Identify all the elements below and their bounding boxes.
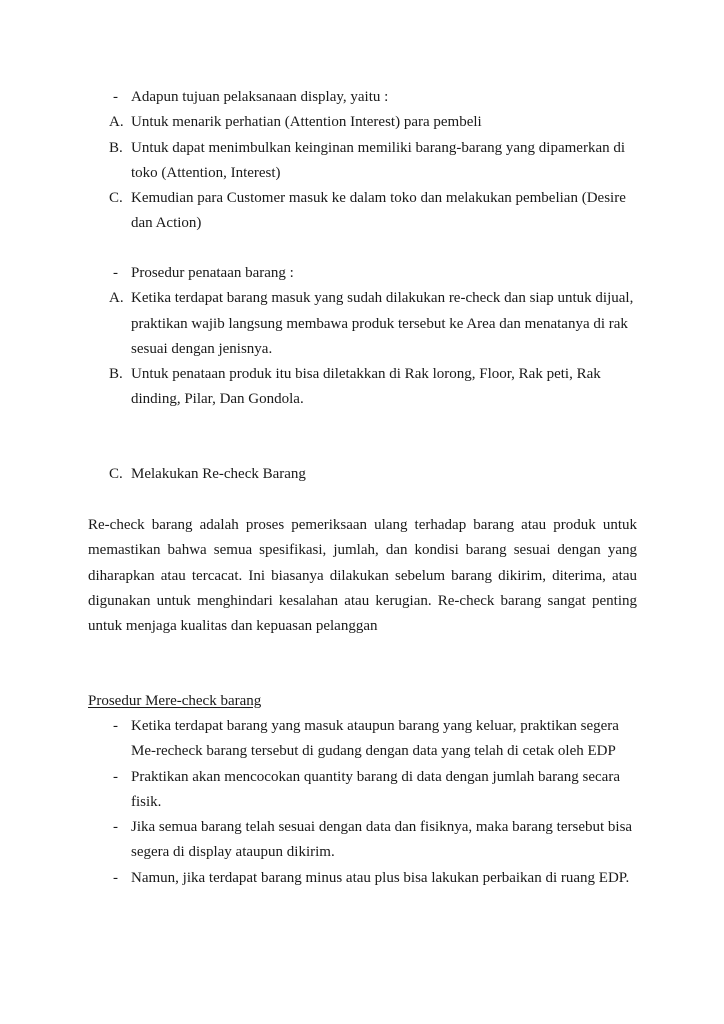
item-marker: B.: [109, 139, 123, 156]
arrangement-item-a: [0, 286, 724, 362]
item-text: Ketika terdapat barang masuk yang sudah dilakukan re-check dan siap untuk dijual, praktikan wajib langsung membawa produk tersebut ke Area dan menatanya di rak sesuai dengan jenisnya.: [131, 290, 634, 357]
dash-marker: -: [113, 718, 118, 734]
procedure-steps-list: [0, 714, 724, 891]
display-intro-item: [0, 85, 724, 110]
dash-marker: -: [113, 265, 118, 281]
step-text: Praktikan akan mencocokan quantity barang di data dengan jumlah barang secara fisik.: [131, 768, 620, 810]
item-marker: B.: [109, 366, 123, 383]
arrangement-intro-text: Prosedur penataan barang :: [131, 265, 294, 281]
recheck-heading-item: [0, 462, 724, 487]
step-text: Jika semua barang telah sesuai dengan data dan fisiknya, maka barang tersebut bisa segera di display ataupun dikirim.: [131, 819, 633, 861]
procedure-step: [0, 714, 724, 765]
dash-marker: -: [113, 869, 118, 886]
display-purpose-section: [0, 85, 724, 237]
display-intro-text: Adapun tujuan pelaksanaan display, yaitu :: [131, 89, 389, 105]
dash-marker: -: [113, 819, 118, 836]
display-item-c: [0, 186, 724, 237]
item-marker: A.: [109, 290, 124, 307]
procedure-step: [0, 866, 724, 891]
arrangement-item-b: [0, 362, 724, 413]
procedure-step: [0, 815, 724, 866]
item-text: Untuk menarik perhatian (Attention Interest) para pembeli: [131, 114, 482, 131]
dash-marker: -: [113, 768, 118, 785]
arrangement-procedure-section: [0, 261, 724, 413]
step-text: Namun, jika terdapat barang minus atau plus bisa lakukan perbaikan di ruang EDP.: [131, 869, 630, 886]
procedure-step: [0, 765, 724, 816]
procedure-title: Prosedur Mere-check barang: [88, 693, 262, 709]
item-text: Untuk dapat menimbulkan keinginan memiliki barang-barang yang dipamerkan di toko (Attention, Interest): [131, 139, 626, 181]
step-text: Ketika terdapat barang yang masuk ataupun barang yang keluar, praktikan segera Me-recheck barang tersebut di gudang dengan data yang telah di cetak oleh EDP: [131, 718, 619, 760]
item-text: Kemudian para Customer masuk ke dalam toko dan melakukan pembelian (Desire dan Action): [131, 190, 626, 232]
recheck-heading: [0, 462, 724, 487]
heading-marker: C.: [109, 466, 123, 482]
item-marker: A.: [109, 114, 124, 131]
display-item-b: [0, 136, 724, 187]
item-marker: C.: [109, 190, 123, 207]
heading-text: Melakukan Re-check Barang: [131, 466, 306, 482]
arrangement-intro-item: [0, 261, 724, 286]
dash-marker: -: [113, 89, 118, 105]
item-text: Untuk penataan produk itu bisa diletakkan di Rak lorong, Floor, Rak peti, Rak dinding, Pilar, Dan Gondola.: [131, 366, 601, 408]
display-item-a: [0, 110, 724, 135]
recheck-paragraph: Re-check barang adalah proses pemeriksaan ulang terhadap barang atau produk untuk memastikan bahwa semua spesifikasi, jumlah, dan kondisi barang sesuai dengan yang diharapkan atau tercacat. Ini biasanya dilakukan sebelum barang dikirim, diterima, atau digunakan untuk menghindari kesalahan atau kerugian. Re-check barang sangat penting untuk menjaga kualitas dan kepuasan pelanggan: [88, 517, 637, 635]
